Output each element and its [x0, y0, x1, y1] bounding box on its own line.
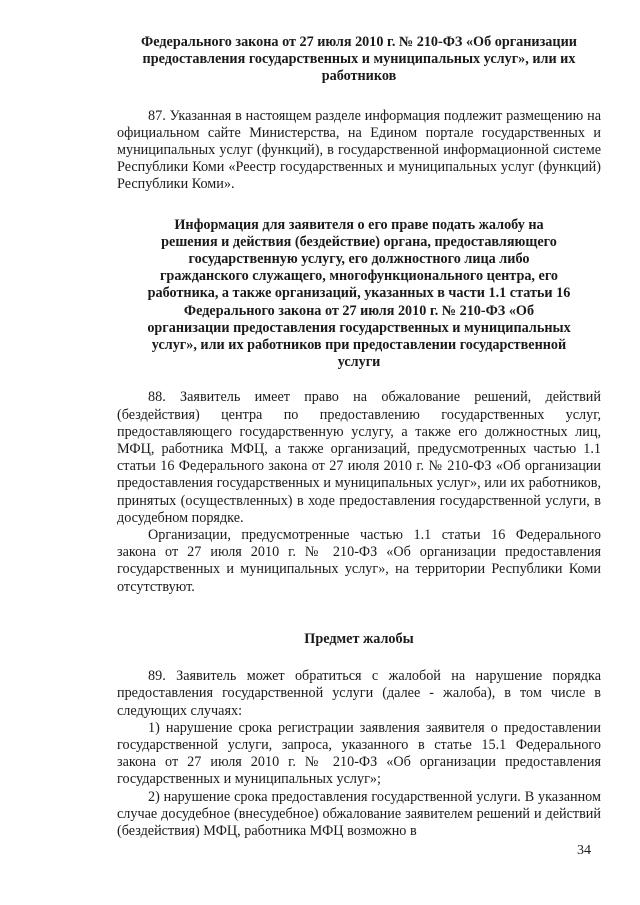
- paragraph-88: 88. Заявитель имеет право на обжалование решений, действий (бездействия) центра по предоставлению государственных услуг, предоставляющего государственную услугу, а также его должностных лиц, МФЦ, работника МФЦ, а также организаций, предусмотренных частью 1.1 статьи 16 Федерального закона от 27 июля 2010 г. № 210-ФЗ «Об организации предоставления государственных и муниципальных услуг», или их работников, принятых (осуществленных) в ходе предоставления государственной услуги, в досудебном порядке.: [117, 389, 601, 526]
- document-body: [117, 34, 601, 840]
- list-item-1: 1) нарушение срока регистрации заявления заявителя о предоставлении государственной услуги, запроса, указанного в статье 15.1 Федерального закона от 27 июля 2010 г. № 210-ФЗ «Об организации предоставления государственных и муниципальных услуг»;: [117, 719, 601, 788]
- section-heading-continued: Федерального закона от 27 июля 2010 г. № 210-ФЗ «Об организации предоставления государственных и муниципальных услуг», или их работников: [141, 34, 577, 85]
- page-number: 34: [577, 843, 591, 858]
- paragraph-87: 87. Указанная в настоящем разделе информация подлежит размещению на официальном сайте Министерства, на Едином портале государственных и муниципальных услуг (функций), в государственной информационной системе Республики Коми «Реестр государственных и муниципальных услуг (функций) Республики Коми».: [117, 107, 601, 193]
- paragraph-89: 89. Заявитель может обратиться с жалобой на нарушение порядка предоставления государственной услуги (далее - жалоба), в том числе в следующих случаях:: [117, 668, 601, 719]
- section-heading-complaint-rights: Информация для заявителя о его праве подать жалобу на решения и действия (бездействие) органа, предоставляющего государственную услугу, его должностного лица либо гражданского служащего, многофункционального центра, его работника, а также организаций, указанных в части 1.1 статьи 16 Федерального закона от 27 июля 2010 г. № 210-ФЗ «Об организации предоставления государственных и муниципальных услуг», или их работников при предоставлении государственной услуги: [147, 216, 571, 371]
- section-heading-complaint-subject: Предмет жалобы: [304, 630, 414, 647]
- paragraph-88-organizations: Организации, предусмотренные частью 1.1 статьи 16 Федерального закона от 27 июля 2010 г. № 210-ФЗ «Об организации предоставления государственных и муниципальных услуг», на территории Республики Коми отсутствуют.: [117, 527, 601, 595]
- list-item-2: 2) нарушение срока предоставления государственной услуги. В указанном случае досудебное (внесудебное) обжалование заявителем решений и действий (бездействия) МФЦ, работника МФЦ возможно в: [117, 788, 601, 839]
